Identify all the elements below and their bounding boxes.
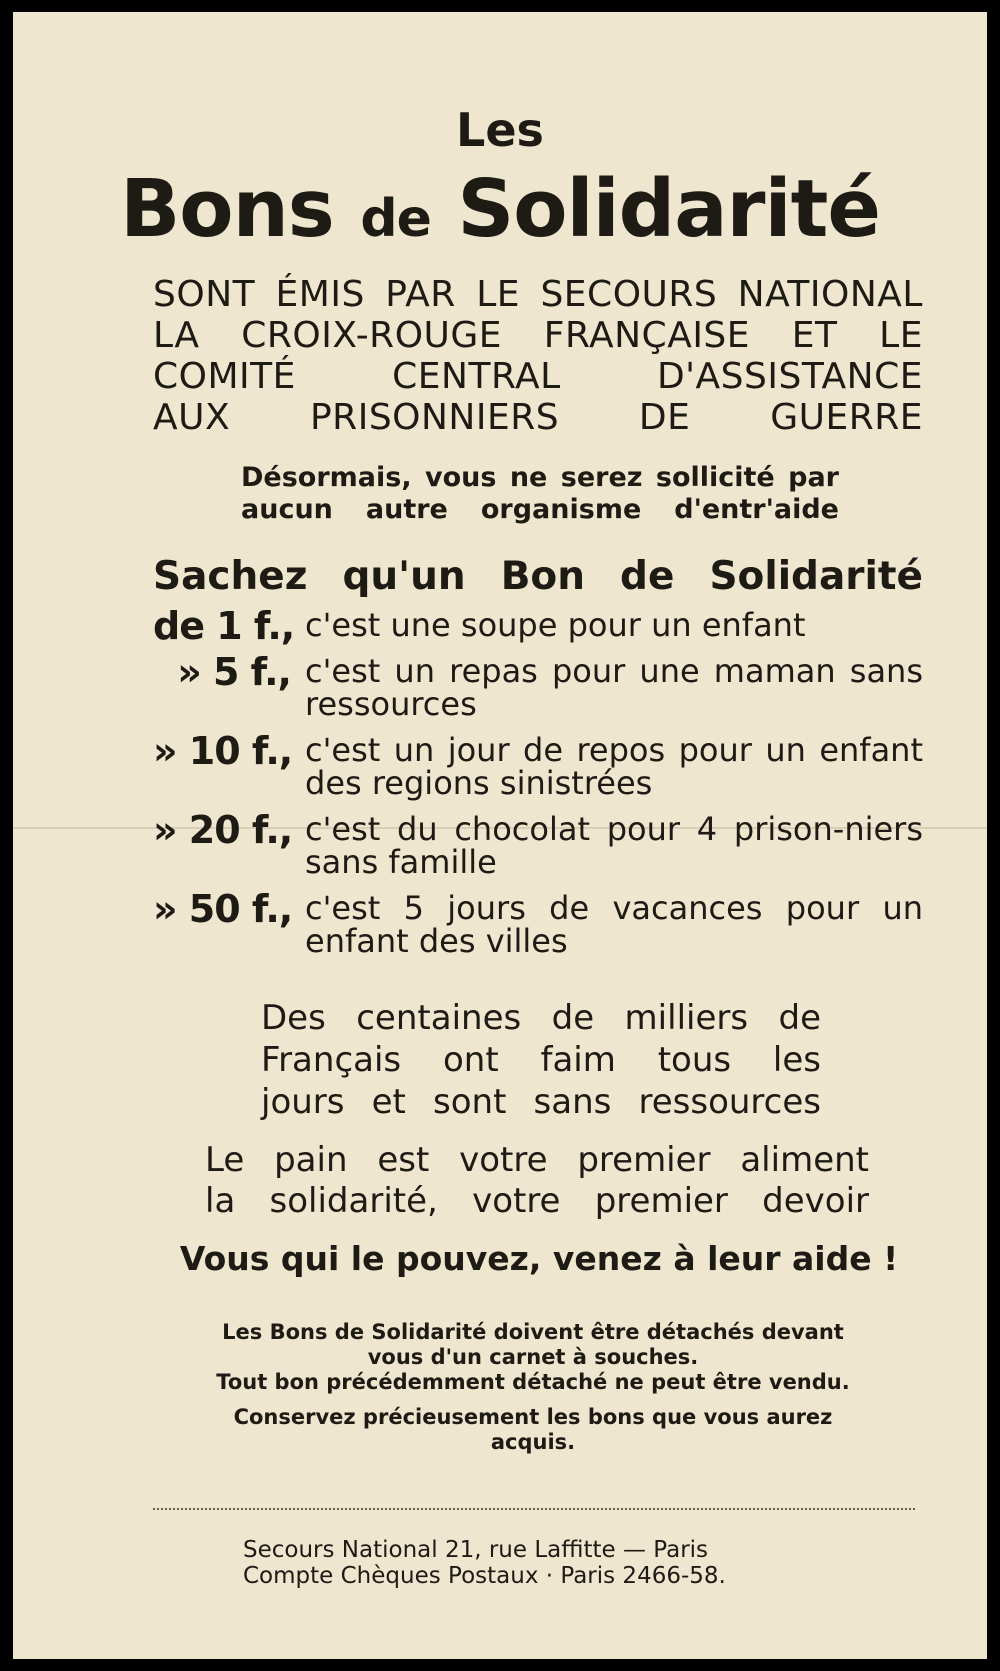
address-line: Compte Chèques Postaux · Paris 2466-58. [243,1563,726,1589]
value-description: c'est un jour de repos pour un enfant des regions sinistrées [305,731,923,802]
dotted-separator [153,1508,915,1510]
value-amount: » 20 f., [153,808,293,852]
address-line: Secours National 21, rue Laffitte — Paris [243,1537,709,1563]
heading-title-bons: Bons [120,163,361,255]
issuers-line: LA CROIX-ROUGE FRANÇAISE ET LE [153,315,923,356]
value-item [153,650,923,723]
pain-line: Le pain est votre premier aliment [205,1140,869,1180]
issuers-block [153,274,923,438]
value-amount: » 50 f., [153,887,293,931]
value-item [153,604,923,648]
issuers-line: COMITÉ CENTRAL D'ASSISTANCE [153,356,923,397]
rules-keep: Conservez précieusement les bons que vous aurez acquis. [233,1405,833,1454]
pain-line: la solidarité, votre premier devoir [205,1181,869,1221]
value-description: c'est du chocolat pour 4 prison-niers sans famille [305,810,923,881]
value-description: c'est une soupe pour un enfant [305,606,806,644]
value-item [153,808,923,881]
values-list [153,604,923,971]
address-block [243,1537,823,1589]
rules-block [201,1320,865,1455]
rules-detach: Les Bons de Solidarité doivent être détachés devant vous d'un carnet à souches. [222,1320,844,1369]
heading-title-de: de [360,189,431,249]
value-item [153,887,923,960]
pain-paragraph [205,1140,869,1222]
centaines-line: Français ont faim tous les [261,1040,821,1080]
rules-resale: Tout bon précédemment détaché ne peut être vendu. [216,1370,850,1394]
value-item [153,729,923,802]
centaines-line: jours et sont sans ressources [261,1082,821,1122]
notice-line: Désormais, vous ne serez sollicité par [241,462,839,493]
value-description: c'est un repas pour une maman sans ressources [305,652,923,723]
leaflet-paper [13,12,987,1659]
issuers-line: AUX PRISONNIERS DE GUERRE [153,397,923,438]
centaines-paragraph [261,997,821,1123]
heading-title [13,163,987,255]
notice-line: aucun autre organisme d'entr'aide [241,494,839,525]
notice-block [241,462,839,526]
appeal-line: Vous qui le pouvez, venez à leur aide ! [179,1239,899,1278]
value-amount: » 5 f., [177,650,291,694]
centaines-line: Des centaines de milliers de [261,998,821,1038]
value-description: c'est 5 jours de vacances pour un enfant des villes [305,889,923,960]
value-amount: » 10 f., [153,729,293,773]
heading-title-solidarite: Solidarité [430,163,880,255]
value-amount: de 1 f., [153,604,295,648]
issuers-line: SONT ÉMIS PAR LE SECOURS NATIONAL [153,274,923,315]
heading-les: Les [456,103,544,157]
sachez-heading: Sachez qu'un Bon de Solidarité [153,554,923,599]
